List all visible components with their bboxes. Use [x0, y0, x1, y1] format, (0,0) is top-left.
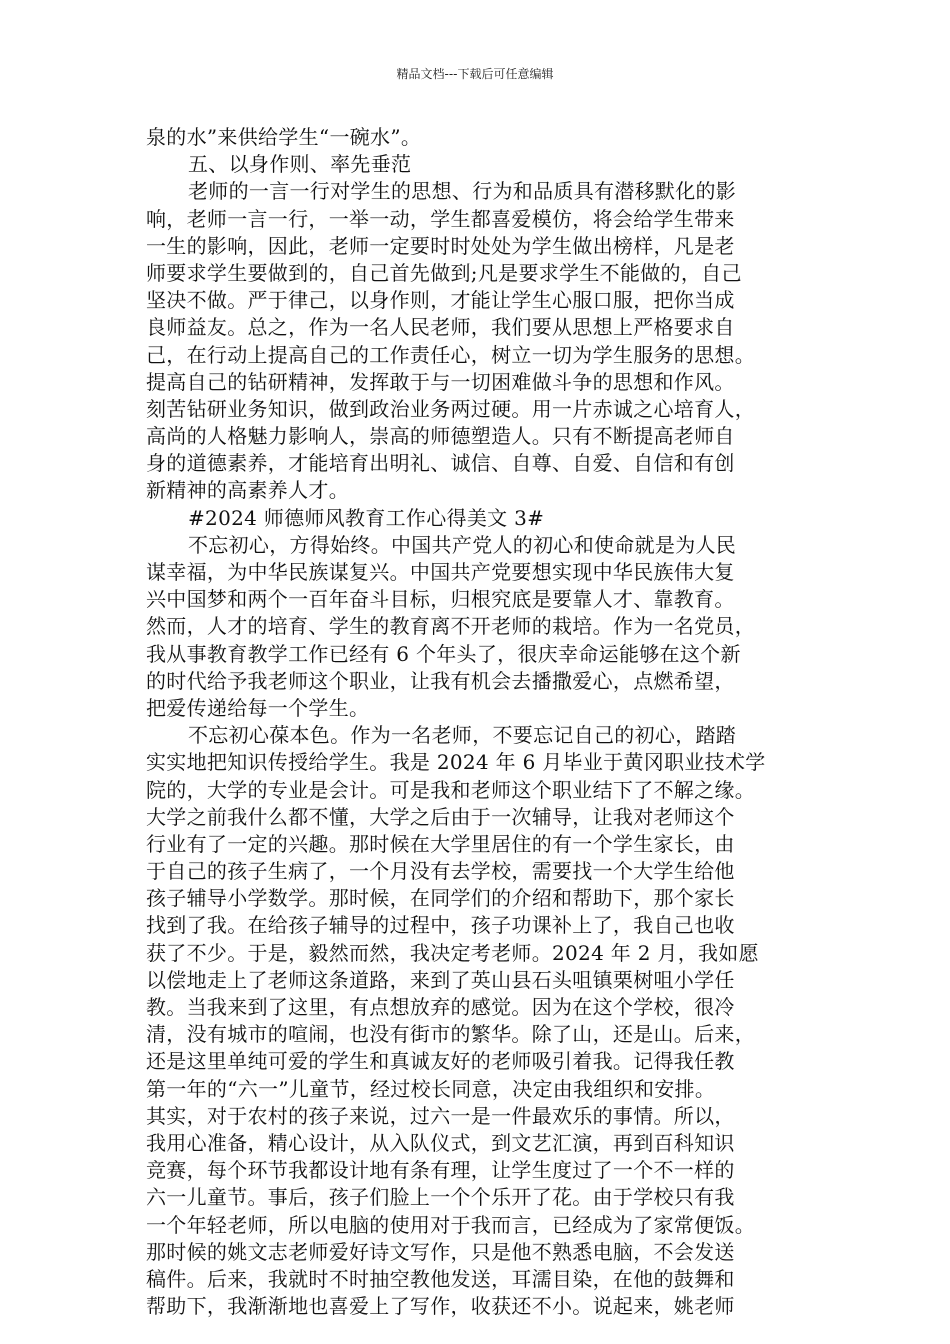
- text-line: 获了不少。于是，毅然而然，我决定考老师。2024 年 2 月，我如愿: [146, 940, 759, 965]
- text-line: 谋幸福，为中华民族谋复兴。中国共产党要想实现中华民族伟大复: [146, 560, 735, 584]
- text-line: 一个年轻老师，所以电脑的使用对于我而言，已经成为了家常便饭。: [146, 1212, 755, 1237]
- text-line: 竞赛，每个环节我都设计地有条有理，让学生度过了一个不一样的: [146, 1158, 735, 1183]
- text-line: 于自己的孩子生病了，一个月没有去学校，需要找一个大学生给他: [146, 859, 735, 884]
- text-line: 行业有了一定的兴趣。那时候在大学里居住的有一个学生家长，由: [146, 831, 735, 856]
- text-line: 不忘初心葆本色。作为一名老师，不要忘记自己的初心，踏踏: [188, 723, 737, 748]
- text-line: #2024 师德师风教育工作心得美文 3#: [188, 505, 545, 530]
- text-line: 教。当我来到了这里，有点想放弃的感觉。因为在这个学校，很冷: [146, 995, 735, 1019]
- text-line: 身的道德素养，才能培育出明礼、诚信、自尊、自爱、自信和有创: [146, 451, 735, 476]
- text-line: 然而，人才的培育、学生的教育离不开老师的栽培。作为一名党员，: [146, 614, 755, 639]
- text-line: 院的，大学的专业是会计。可是我和老师这个职业结下了不解之缘。: [146, 777, 755, 802]
- text-line: 提高自己的钻研精神，发挥敢于与一切困难做斗争的思想和作风。: [146, 369, 735, 394]
- text-line: 稿件。后来，我就时不时抽空教他发送，耳濡目染，在他的鼓舞和: [146, 1266, 735, 1291]
- text-line: 第一年的“六一”儿童节，经过校长同意，决定由我组织和安排。: [146, 1076, 716, 1101]
- text-line: 新精神的高素养人才。: [146, 478, 349, 503]
- text-line: 坚决不做。严于律己，以身作则，才能让学生心服口服，把你当成: [146, 288, 735, 313]
- text-line: 我从事教育教学工作已经有 6 个年头了，很庆幸命运能够在这个新: [146, 641, 741, 666]
- text-line: 老师的一言一行对学生的思想、行为和品质具有潜移默化的影: [188, 179, 737, 204]
- text-line: 六一儿童节。事后，孩子们脸上一个个乐开了花。由于学校只有我: [146, 1185, 735, 1210]
- text-line: 那时候的姚文志老师爱好诗文写作，只是他不熟悉电脑，不会发送: [146, 1239, 735, 1264]
- text-line: 我用心准备，精心设计，从入队仪式，到文艺汇演，再到百科知识: [146, 1130, 735, 1155]
- text-line: 泉的水”来供给学生“一碗水”。: [146, 125, 422, 149]
- text-line: 孩子辅导小学数学。那时候，在同学们的介绍和帮助下，那个家长: [146, 886, 735, 911]
- text-line: 大学之前我什么都不懂，大学之后由于一次辅导，让我对老师这个: [146, 804, 735, 829]
- text-line: 以偿地走上了老师这条道路，来到了英山县石头咀镇栗树咀小学任: [146, 967, 735, 992]
- document-body: [146, 124, 806, 1320]
- text-line: 还是这里单纯可爱的学生和真诚友好的老师吸引着我。记得我任教: [146, 1049, 735, 1074]
- text-line: 找到了我。在给孩子辅导的过程中，孩子功课补上了，我自己也收: [146, 913, 735, 938]
- text-line: 高尚的人格魅力影响人，崇高的师德塑造人。只有不断提高老师自: [146, 424, 735, 449]
- text-line: 刻苦钻研业务知识，做到政治业务两过硬。用一片赤诚之心培育人，: [146, 396, 755, 421]
- text-line: 不忘初心，方得始终。中国共产党人的初心和使命就是为人民: [188, 532, 737, 557]
- text-line: 师要求学生要做到的，自己首先做到;凡是要求学生不能做的，自己: [146, 260, 742, 285]
- text-line: 的时代给予我老师这个职业，让我有机会去播撒爱心，点燃希望，: [146, 668, 735, 693]
- text-line: 良师益友。总之，作为一名人民老师，我们要从思想上严格要求自: [146, 315, 735, 340]
- text-line: 清，没有城市的喧闹，也没有街市的繁华。除了山，还是山。后来，: [146, 1022, 755, 1047]
- text-line: 其实，对于农村的孩子来说，过六一是一件最欢乐的事情。所以，: [146, 1103, 735, 1128]
- text-line: 帮助下，我渐渐地也喜爱上了写作，收获还不小。说起来，姚老师: [146, 1294, 735, 1319]
- text-line: 五、以身作则、率先垂范: [188, 152, 412, 177]
- text-line: 一生的影响，因此，老师一定要时时处处为学生做出榜样，凡是老: [146, 233, 735, 258]
- text-line: 把爱传递给每一个学生。: [146, 695, 370, 720]
- text-line: 实实地把知识传授给学生。我是 2024 年 6 月毕业于黄冈职业技术学: [146, 750, 766, 775]
- text-line: 响，老师一言一行，一举一动，学生都喜爱模仿，将会给学生带来: [146, 206, 735, 231]
- text-line: 己，在行动上提高自己的工作责任心，树立一切为学生服务的思想。: [146, 342, 755, 367]
- page-header: 精品文档---下载后可任意编辑: [396, 67, 554, 81]
- text-line: 兴中国梦和两个一百年奋斗目标，归根究底是要靠人才、靠教育。: [146, 587, 735, 612]
